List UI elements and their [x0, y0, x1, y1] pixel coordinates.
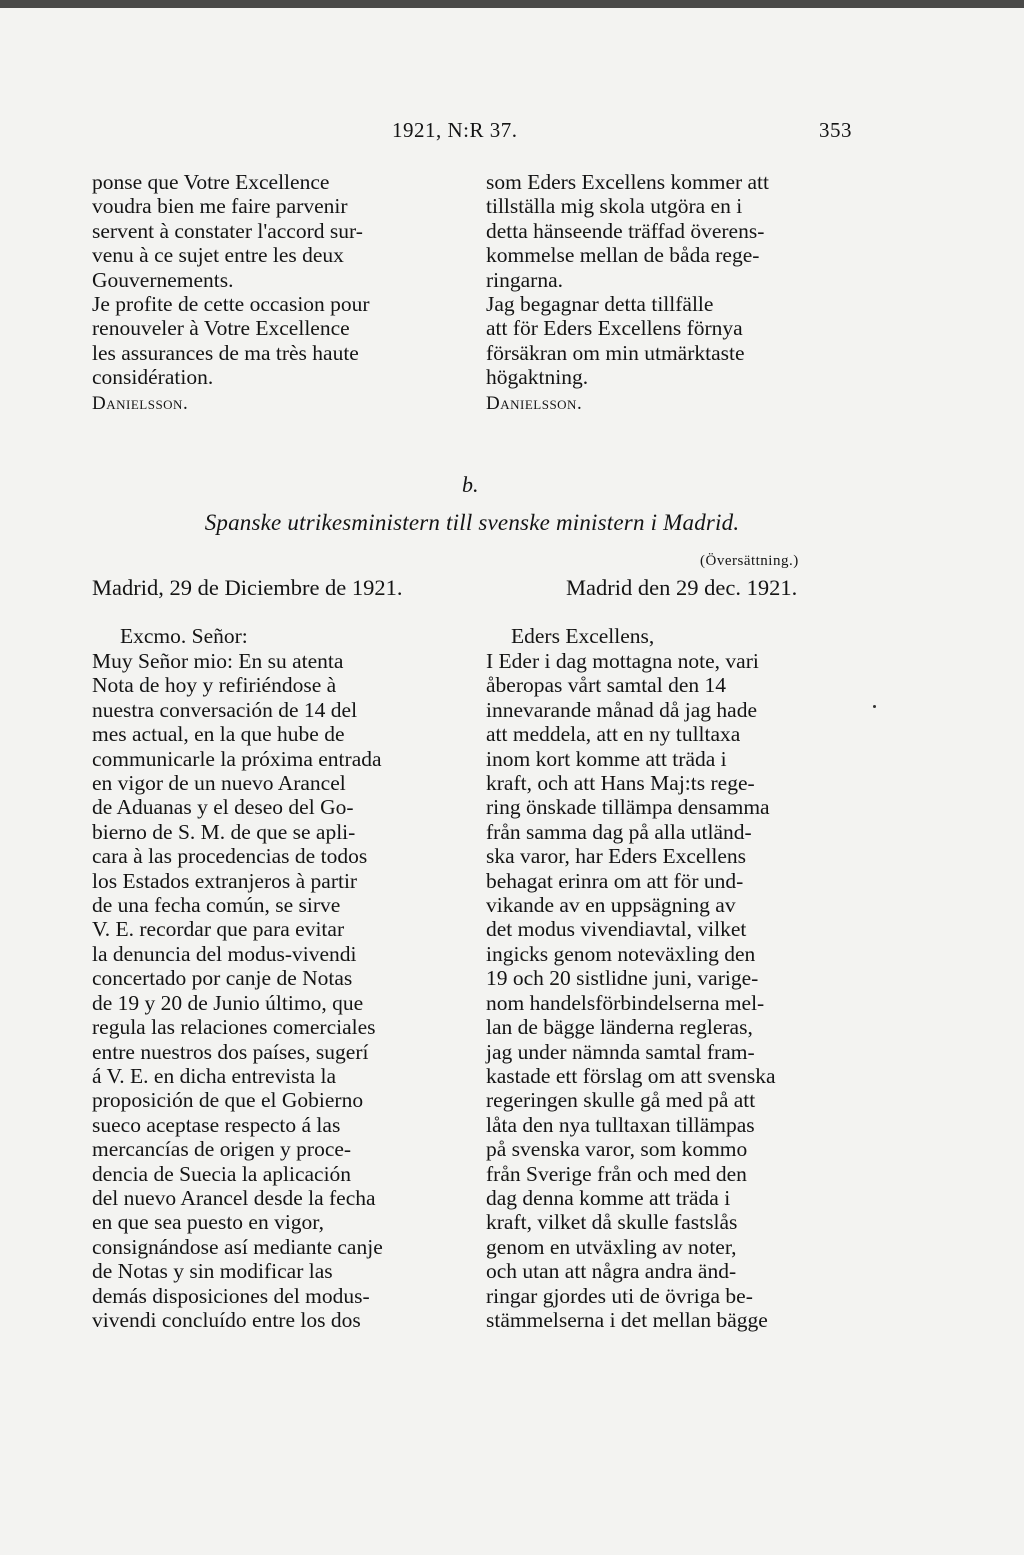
text-line: nuestra conversación de 14 del: [92, 697, 358, 722]
text-line: inom kort komme att träda i: [486, 746, 727, 771]
text-line: kastade ett förslag om att svenska: [486, 1063, 776, 1088]
swedish-letter-closing: [486, 170, 851, 416]
text-line: kraft, och att Hans Maj:ts rege-: [486, 771, 755, 796]
text-line: låta den nya tulltaxan tillämpas: [486, 1112, 755, 1137]
page-header: [92, 118, 852, 148]
text-line: försäkran om min utmärktaste: [486, 340, 745, 365]
text-line: considération.: [92, 365, 214, 390]
text-line: ringarna.: [486, 267, 564, 292]
text-line: venu à ce sujet entre les deux: [92, 243, 344, 268]
text-line: les assurances de ma très haute: [92, 340, 359, 365]
text-line: högaktning.: [486, 365, 589, 390]
place-date-spanish: Madrid, 29 de Diciembre de 1921.: [92, 575, 403, 600]
page-number: 353: [819, 118, 852, 142]
text-line: kommelse mellan de båda rege-: [486, 243, 760, 268]
text-line: Muy Señor mio: En su atenta: [92, 649, 344, 673]
text-line: ska varor, har Eders Excellens: [486, 844, 747, 869]
text-line: de Aduanas y el deseo del Go-: [92, 795, 354, 820]
text-line: I Eder i dag mottagna note, vari: [486, 649, 759, 673]
text-line: jag under nämnda samtal fram-: [486, 1039, 755, 1064]
text-line: Gouvernements.: [92, 267, 234, 292]
text-line: ring önskade tillämpa densamma: [486, 795, 770, 820]
text-line: tillställa mig skola utgöra en i: [486, 194, 743, 219]
margin-mark: [873, 705, 876, 708]
text-line: communicarle la próxima entrada: [92, 746, 382, 771]
text-line: mes actual, en la que hube de: [92, 722, 345, 747]
text-line: dag denna komme att träda i: [486, 1185, 731, 1210]
text-line: nom handelsförbindelserna mel-: [486, 990, 765, 1015]
salutation-swedish: Eders Excellens,: [511, 624, 655, 648]
text-line: att meddela, att en ny tulltaxa: [486, 722, 741, 747]
text-line: genom en utväxling av noter,: [486, 1234, 737, 1259]
text-line: behagat erinra om att för und-: [486, 868, 744, 893]
text-line: de una fecha común, se sirve: [92, 893, 341, 918]
text-line: att för Eders Excellens förnya: [486, 316, 743, 341]
signature: Danielsson.: [486, 392, 583, 414]
signature: Danielsson.: [92, 392, 189, 414]
text-line: sueco aceptase respecto á las: [92, 1112, 341, 1137]
text-line: proposición de que el Gobierno: [92, 1088, 364, 1113]
text-line: lan de bägge länderna regleras,: [486, 1015, 753, 1040]
text-line: la denuncia del modus-vivendi: [92, 941, 357, 966]
text-line: demás disposiciones del modus-: [92, 1283, 370, 1308]
text-line: de Notas y sin modificar las: [92, 1259, 333, 1284]
text-line: concertado por canje de Notas: [92, 966, 353, 991]
text-line: Je profite de cette occasion pour: [92, 292, 370, 317]
text-line: los Estados extranjeros à partir: [92, 868, 358, 893]
text-line: innevarande månad då jag hade: [486, 697, 758, 722]
text-line: del nuevo Arancel desde la fecha: [92, 1185, 376, 1210]
swedish-letter-body: [486, 649, 851, 1332]
text-line: consignándose así mediante canje: [92, 1234, 383, 1259]
text-line: Nota de hoy y refiriéndose à: [92, 673, 337, 698]
text-line: ingicks genom noteväxling den: [486, 941, 756, 966]
text-line: åberopas vårt samtal den 14: [486, 673, 726, 698]
text-line: de 19 y 20 de Junio último, que: [92, 990, 364, 1015]
spanish-letter-body: [92, 649, 457, 1332]
text-line: och utan att några andra änd-: [486, 1259, 737, 1284]
text-line: bierno de S. M. de que se apli-: [92, 819, 356, 844]
text-line: på svenska varor, som kommo: [486, 1137, 748, 1162]
text-line: från Sverige från och med den: [486, 1161, 747, 1186]
text-line: cara à las procedencias de todos: [92, 844, 368, 869]
salutation-spanish: Excmo. Señor:: [120, 624, 248, 648]
section-marker: b.: [462, 472, 479, 497]
section-heading: Spanske utrikesministern till svenske ministern i Madrid.: [204, 510, 740, 535]
text-line: V. E. recordar que para evitar: [92, 917, 345, 942]
text-line: vikande av en uppsägning av: [486, 893, 736, 918]
text-line: regeringen skulle gå med på att: [486, 1088, 756, 1113]
translation-note: (Översättning.): [700, 553, 799, 569]
text-line: kraft, vilket då skulle fastslås: [486, 1210, 738, 1235]
text-line: dencia de Suecia la aplicación: [92, 1161, 352, 1186]
text-line: mercancías de origen y proce-: [92, 1137, 352, 1162]
text-line: en vigor de un nuevo Arancel: [92, 771, 346, 796]
text-line: á V. E. en dicha entrevista la: [92, 1063, 336, 1088]
place-date-swedish: Madrid den 29 dec. 1921.: [566, 575, 798, 600]
text-line: servent à constater l'accord sur-: [92, 218, 363, 243]
text-line: voudra bien me faire parvenir: [92, 194, 348, 219]
text-line: från samma dag på alla utländ-: [486, 819, 752, 844]
text-line: det modus vivendiavtal, vilket: [486, 917, 747, 942]
text-line: ponse que Votre Excellence: [92, 170, 330, 194]
text-line: ringar gjordes uti de övriga be-: [486, 1283, 753, 1308]
text-line: regula las relaciones comerciales: [92, 1015, 376, 1040]
scan-edge: [0, 0, 1024, 8]
text-line: Jag begagnar detta tillfälle: [486, 292, 714, 317]
text-line: detta hänseende träffad överens-: [486, 218, 765, 243]
text-line: vivendi concluído entre los dos: [92, 1307, 361, 1332]
text-line: en que sea puesto en vigor,: [92, 1210, 324, 1235]
text-line: entre nuestros dos países, sugerí: [92, 1039, 369, 1064]
text-line: som Eders Excellens kommer att: [486, 170, 770, 194]
text-line: 19 och 20 sistlidne juni, varige-: [486, 966, 759, 991]
header-issue: 1921, N:R 37.: [392, 118, 518, 142]
text-line: stämmelserna i det mellan bägge: [486, 1307, 768, 1332]
text-line: renouveler à Votre Excellence: [92, 316, 350, 341]
french-letter-closing: [92, 170, 457, 416]
